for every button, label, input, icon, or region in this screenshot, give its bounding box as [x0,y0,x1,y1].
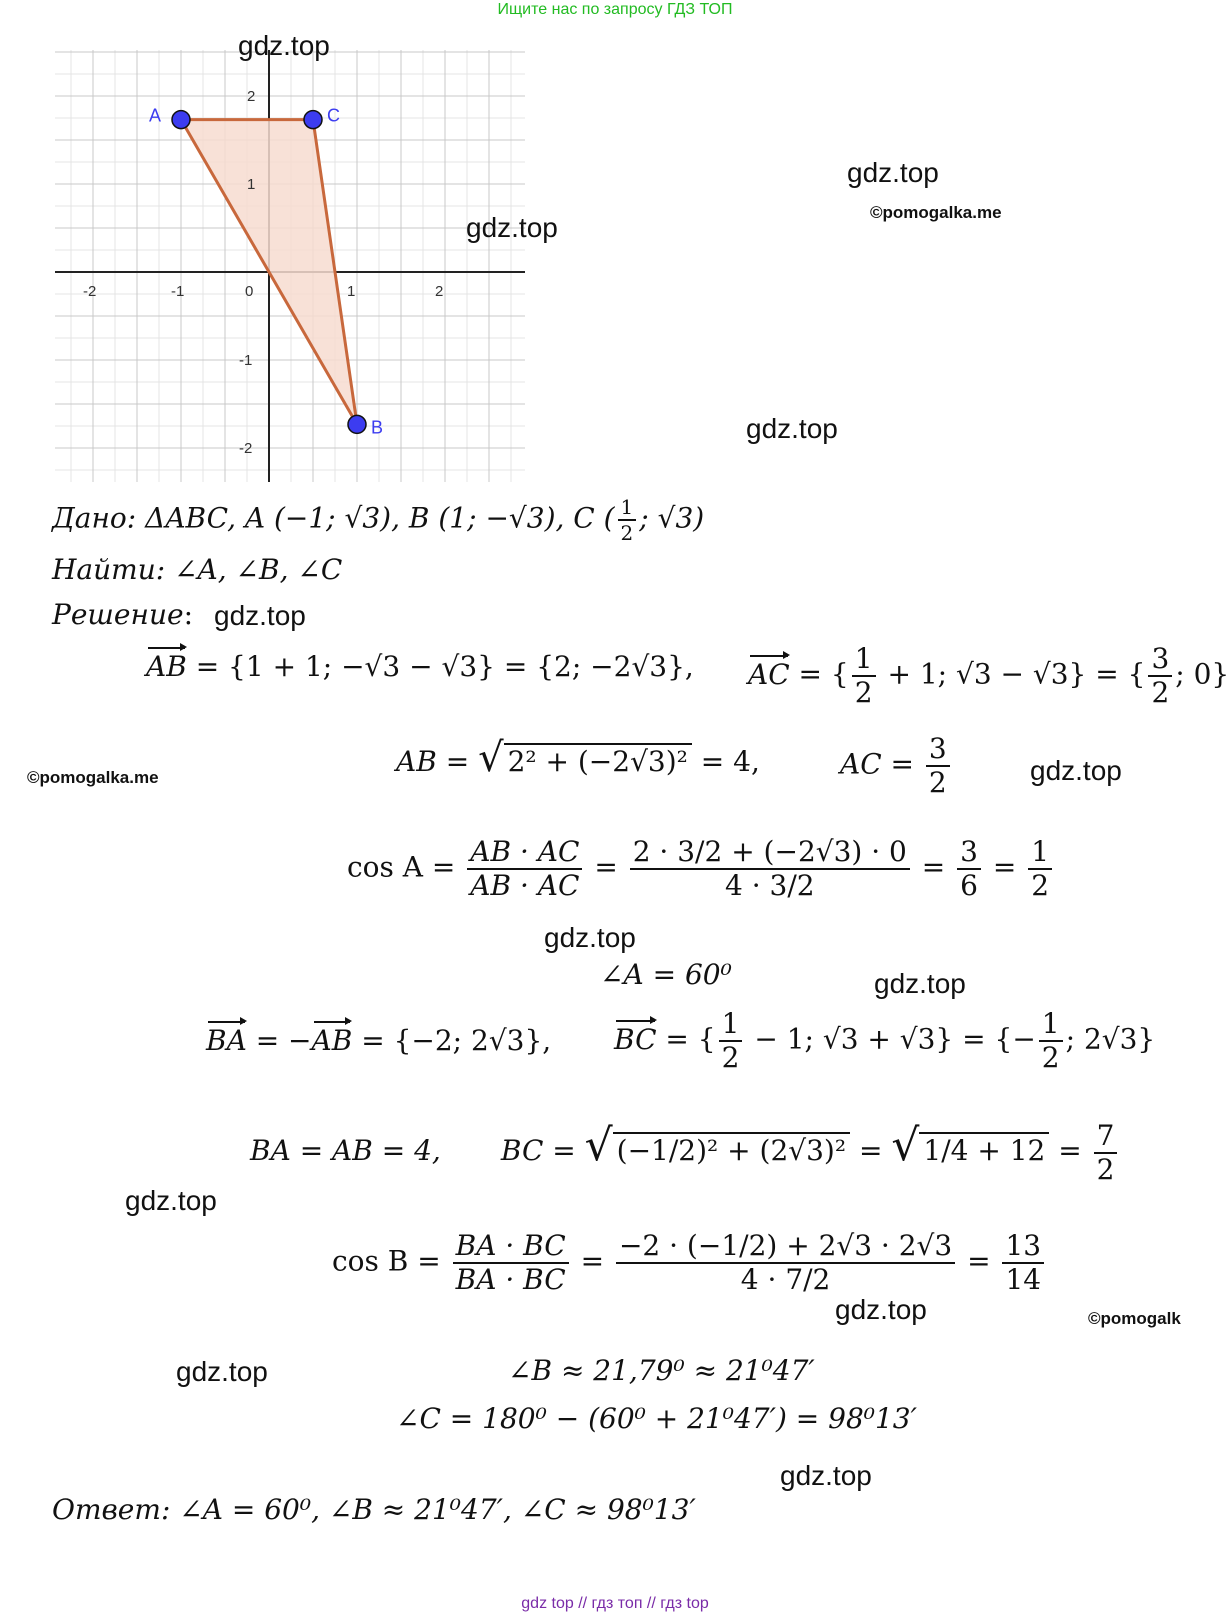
watermark-gdz: gdz.top [874,968,966,999]
cos-a-fraction-vectors [467,835,582,902]
vector-ab: AB [146,650,187,683]
cos-b-fraction-values [616,1229,955,1296]
frac-num: 1 [1039,1010,1063,1042]
frac-den: 2 [620,521,634,545]
half-fraction [719,1007,743,1074]
frac-den: BA · BC [455,1263,566,1296]
vector-ac-line [748,642,1230,709]
point-label-b: B [371,417,384,438]
frac-den: AB · AC [470,869,580,902]
length-ac-label: AC = [840,747,923,781]
cos-a-label: cos A = [347,850,465,884]
length-ab-label: AB = [396,745,479,778]
equals: = [983,850,1026,884]
half-fraction [852,642,876,709]
radicand: 2² + (−2√3)² [504,743,692,778]
half-fraction [1039,1007,1063,1074]
watermark-gdz: gdz.top [780,1460,872,1491]
vector-ab-value: = {1 + 1; −√3 − √3} = {2; −2√3}, [186,650,694,683]
equals: = [571,1244,613,1278]
watermark-gdz: gdz.top [847,157,939,188]
frac-den: 2 [854,676,873,709]
answer-body: : ∠A = 60⁰, ∠B ≈ 21⁰47′, ∠C ≈ 98⁰13′ [160,1493,696,1526]
solution-label: Решение [52,598,184,631]
cos-b-fraction-vectors [453,1229,569,1296]
coordinate-graph [55,50,525,482]
frac-num: 3 [1148,645,1172,677]
x-tick-label: 2 [435,283,444,300]
frac-den: 2 [1151,676,1170,709]
y-tick-label: 2 [247,88,256,105]
frac-num: BA · BC [453,1232,569,1264]
watermark-gdz: gdz.top [214,600,306,631]
point-a [172,111,190,129]
three-half-fraction [926,732,950,799]
equals: = [958,1244,1000,1278]
answer-line [52,1493,696,1526]
point-c [304,111,322,129]
vector-bc-value: − 1; √3 + √3} = {− [745,1022,1036,1056]
sqrt-sign: √ [891,1120,920,1171]
frac-num: 1 [719,1010,743,1042]
frac-den: 4 · 7/2 [740,1263,831,1296]
point-label-c: C [327,105,340,126]
sqrt-sign: √ [584,1120,613,1171]
equals: = [912,850,955,884]
x-tick-label: 0 [245,283,254,300]
frac-num: 13 [1002,1232,1044,1264]
length-ba-bc-line [250,1120,1120,1184]
length-ba: BA = AB = 4, [250,1134,441,1167]
radicand: 1/4 + 12 [919,1132,1049,1167]
vector-bc-end: ; 2√3} [1065,1022,1156,1056]
solution-colon: : [183,598,193,631]
cos-a-r1 [957,835,981,902]
point-label-a: A [149,105,162,126]
equals: = [850,1134,892,1167]
given-c-rest: ; √3) [639,501,705,535]
solution-line [52,598,193,631]
frac-den: 2 [721,1041,740,1074]
vector-ba-line [206,1024,551,1057]
cos-a-fraction-values [630,835,910,902]
three-half-fraction [1148,642,1172,709]
point-b [348,415,366,433]
vector-bc: BC [614,1022,657,1056]
frac-num: AB · AC [467,838,582,870]
angle-a-result: ∠A = 60⁰ [600,958,732,991]
given-line [52,497,704,543]
frac-num: 3 [957,838,981,870]
y-tick-label: -1 [239,352,253,369]
find-body: : ∠A, ∠B, ∠C [155,553,343,586]
frac-den: 6 [960,869,978,902]
watermark-pomogalka: ©pomogalka.me [27,768,159,787]
given-body: : ΔABC, A (−1; √3), B (1; −√3), C ( [126,501,615,535]
vector-bc-line [614,1007,1156,1074]
frac-num: 2 · 3/2 + (−2√3) · 0 [630,838,910,870]
watermark-gdz: gdz.top [176,1356,268,1387]
frac-num: 1 [618,497,637,521]
watermark-gdz: gdz.top [125,1185,217,1216]
cos-b-line [332,1229,1047,1296]
vector-ab: AB [311,1024,353,1057]
frac-num: 7 [1094,1122,1118,1154]
watermark-pomogalka: ©pomogalk [1088,1309,1181,1328]
find-line [52,553,342,586]
radicand: (−1/2)² + (2√3)² [613,1132,850,1167]
watermark-pomogalka: ©pomogalka.me [870,203,1002,222]
watermark-gdz: gdz.top [544,922,636,953]
frac-den: 2 [928,766,947,799]
cos-b-result [1002,1229,1044,1296]
equals: = [585,850,627,884]
frac-den: 2 [1031,869,1050,902]
length-ac-line [840,732,953,799]
cos-b-label: cos B = [332,1244,450,1278]
frac-den: 2 [1096,1152,1115,1186]
frac-den: 14 [1005,1263,1042,1296]
watermark-gdz: gdz.top [835,1294,927,1325]
equals: = [1049,1134,1091,1167]
watermark-gdz: gdz.top [746,413,838,444]
vector-ba-value: = {−2; 2√3}, [352,1024,552,1057]
sqrt-sign: √ [478,735,504,781]
vector-ab-line [146,650,694,683]
answer-label: Ответ [52,1493,161,1526]
vector-ba: BA [206,1024,247,1057]
x-tick-label: -2 [83,283,97,300]
cos-a-line [347,835,1055,902]
top-banner[interactable]: Ищите нас по запросу ГДЗ ТОП [497,1,733,18]
y-tick-label: 1 [247,176,256,193]
vector-ba-eq: = − [246,1024,312,1057]
x-tick-label: 1 [347,283,356,300]
frac-num: 3 [926,735,950,767]
frac-num: −2 · (−1/2) + 2√3 · 2√3 [616,1232,955,1264]
vector-ac-eq: = { [789,657,849,691]
frac-num: 1 [1028,838,1052,870]
frac-den: 2 [1041,1041,1060,1074]
seven-half-fraction [1094,1118,1118,1186]
watermark-gdz: gdz.top [1030,755,1122,786]
angle-c-result: ∠C = 180⁰ − (60⁰ + 21⁰47′) = 98⁰13′ [396,1402,917,1435]
bottom-banner[interactable]: gdz top // гдз топ // гдз top [521,1595,709,1612]
length-ab-line [396,735,760,781]
length-bc-label: BC = [500,1134,585,1167]
vector-bc-eq: = { [656,1022,716,1056]
angle-b-result: ∠B ≈ 21,79⁰ ≈ 21⁰47′ [508,1354,815,1387]
cos-a-r2 [1028,835,1052,902]
vector-ac-end: ; 0} [1175,657,1230,691]
vector-ac: AC [748,657,790,691]
given-c-fraction [618,497,637,543]
length-ab-value: = 4, [691,745,760,778]
y-tick-label: -2 [239,440,253,457]
watermark-gdz: gdz.top [466,212,558,243]
given-label: Дано [52,501,127,535]
find-label: Найти [52,553,156,586]
vector-ac-value: + 1; √3 − √3} = { [878,657,1146,691]
x-tick-label: -1 [171,283,185,300]
frac-num: 1 [852,645,876,677]
frac-den: 4 · 3/2 [725,869,815,902]
watermark-gdz: gdz.top [238,30,330,61]
